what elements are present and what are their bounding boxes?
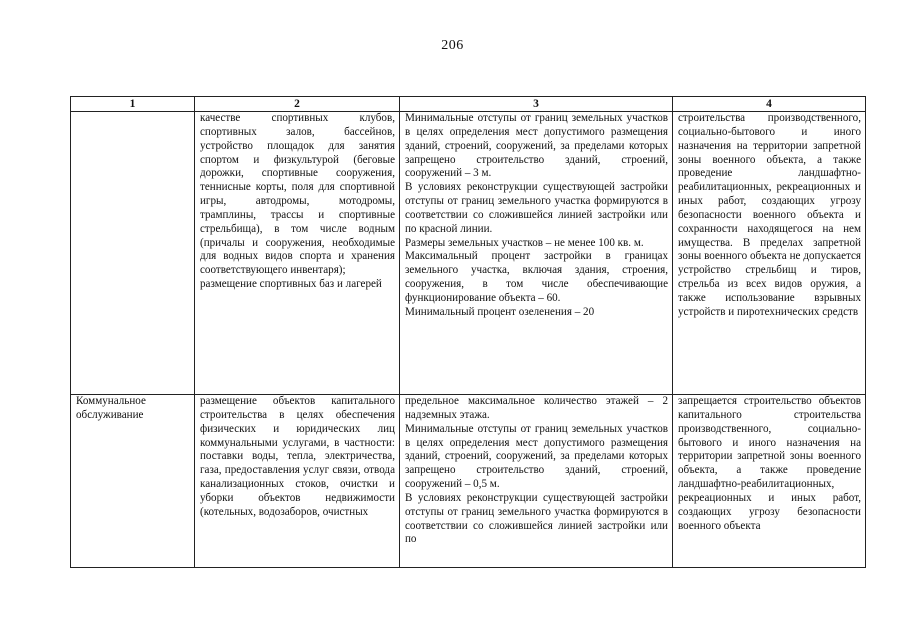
restriction-paragraph: строительства производственного, социально-бытового и иного назначения на территории запретной зоны военного объекта, а также проведение ландшафтно-реабилитационных, рекреационных и иных работ, создающих угрозу безопасности военного объекта и сохранности находящегося на нем имущества. В пределах запретной зоны военного объекта не допускается устройство стрельбищ и тиров, стрельба из всех видов оружия, а также использование взрывных устройств и пиротехнических средств <box>678 112 861 318</box>
cell-land-use-type <box>71 395 195 568</box>
description-paragraph: размещение спортивных баз и лагерей <box>200 278 382 291</box>
restriction-paragraph: запрещается строительство объектов капитального строительства производственного, социально-бытового и иного назначения на территории запретной зоны военного объекта, а также проведение ландшафтно-реабилитационных, рекреационных и иных работ, создающих угрозу безопасности военного объекта <box>678 395 861 532</box>
parameter-paragraph: В условиях реконструкции существующей застройки отступы от границ земельного участка формируются в соответствии со сложившейся линией застройки или по красной линии. <box>405 181 668 235</box>
cell-parameters <box>400 112 673 395</box>
parameter-paragraph: Размеры земельных участков – не менее 100 кв. м. <box>405 236 644 249</box>
table-header-row <box>71 97 866 112</box>
cell-restrictions <box>673 112 866 395</box>
description-paragraph: качестве спортивных клубов, спортивных залов, бассейнов, устройство площадок для занятия спортом и физкультурой (беговые дорожки, спортивные сооружения, теннисные корты, поля для спортивной игры, автодромы, мотодромы, трамплины, трассы и спортивные стрельбища), в том числе водным (причалы и сооружения, необходимые для водных видов спорта и хранения соответствующего инвентаря); <box>200 112 395 277</box>
cell-description <box>195 395 400 568</box>
table-row <box>71 112 866 395</box>
page-number: 206 <box>441 38 464 53</box>
parameter-paragraph: Максимальный процент застройки в границах земельного участка, включая здания, строения, сооружения, в том числе обеспечивающие функционирование объекта – 60. <box>405 250 668 304</box>
cell-restrictions <box>673 395 866 568</box>
description-paragraph: размещение объектов капитального строительства в целях обеспечения физических и юридических лиц коммунальными услугами, в частности: поставки воды, тепла, электричества, газа, предоставления услуг связи, отвода канализационных стоков, очистки и уборки объектов недвижимости (котельных, водозаборов, очистных <box>200 395 395 518</box>
parameter-paragraph: Минимальные отступы от границ земельных участков в целях определения мест допустимого размещения зданий, строений, сооружений, за пределами которых запрещено строительство зданий, строений, сооружений – 3 м. <box>405 112 668 180</box>
column-header-1: 1 <box>71 97 195 112</box>
parameter-paragraph: предельное максимальное количество этажей – 2 надземных этажа. <box>405 395 668 421</box>
cell-description <box>195 112 400 395</box>
document-table <box>70 96 866 568</box>
column-header-3: 3 <box>400 97 673 112</box>
parameter-paragraph: Минимальные отступы от границ земельных участков в целях определения мест допустимого размещения зданий, строений, сооружений, за пределами которых запрещено строительство зданий, строений, сооружений – 0,5 м. <box>405 422 668 491</box>
column-header-4: 4 <box>673 97 866 112</box>
land-use-type-label: Коммунальное обслуживание <box>76 395 146 421</box>
column-header-2: 2 <box>195 97 400 112</box>
table-row <box>71 395 866 568</box>
cell-land-use-type <box>71 112 195 395</box>
parameter-paragraph: В условиях реконструкции существующей застройки отступы от границ земельного участка формируются в соответствии со сложившейся линией застройки или по <box>405 491 668 546</box>
cell-parameters <box>400 395 673 568</box>
parameter-paragraph: Минимальный процент озеленения – 20 <box>405 305 595 318</box>
